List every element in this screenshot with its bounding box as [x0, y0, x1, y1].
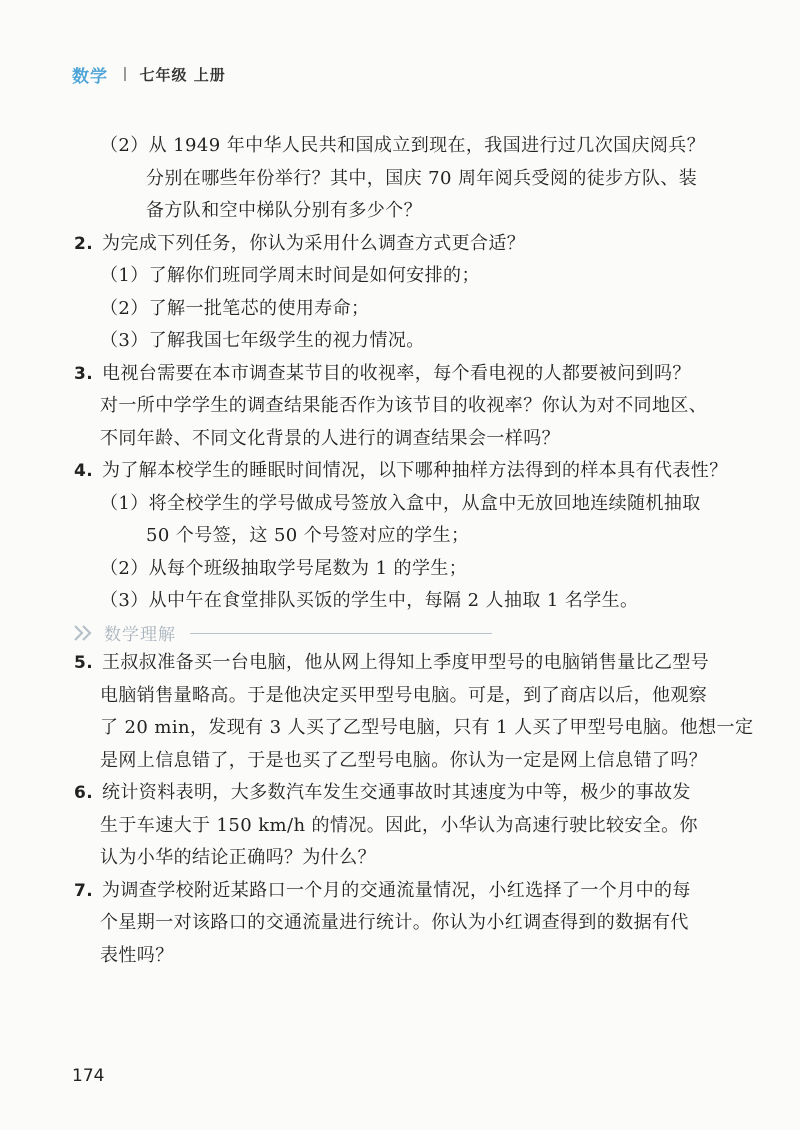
exercise-number: 5. [74, 653, 94, 673]
text-line [100, 520, 700, 553]
exercise-text: 是网上信息错了，于是也买了乙型号电脑。你认为一定是网上信息错了吗？ [100, 749, 708, 771]
text-line [100, 130, 706, 163]
exercise-text: 王叔叔准备买一台电脑，他从网上得知上季度甲型号的电脑销售量比乙型号 [102, 652, 710, 673]
exercise-text: 认为小华的结论正确吗？为什么？ [100, 847, 376, 868]
double-chevron-icon [72, 623, 98, 643]
exercise-text: 为调查学校附近某路口一个月的交通流量情况，小红选择了一个月中的每 [102, 879, 691, 901]
exercise-text: 了 20 min，发现有 3 人买了乙型号电脑，只有 1 人买了甲型号电脑。他想一定 [100, 717, 754, 738]
text-line [100, 423, 700, 456]
text-line [100, 940, 700, 973]
text-line [100, 842, 700, 875]
text-line [74, 358, 700, 391]
exercise-list-bottom [74, 647, 754, 972]
text-line [74, 455, 728, 488]
page-number: 174 [72, 1066, 105, 1086]
text-line [74, 228, 700, 261]
exercise-number: 4. [74, 461, 94, 481]
exercise-number: 3. [74, 363, 94, 384]
exercise-text: 为完成下列任务，你认为采用什么调查方式更合适？ [102, 232, 526, 254]
text-line [100, 745, 708, 778]
text-line [100, 325, 700, 358]
exercise-list-top [74, 130, 728, 618]
text-line [100, 553, 700, 586]
exercise-text: 为了解本校学生的睡眠时间情况，以下哪种抽样方法得到的样本具有代表性？ [102, 460, 728, 481]
exercise-text: 不同年龄、不同文化背景的人进行的调查结果会一样吗？ [100, 427, 560, 449]
exercise-text: （1）将全校学生的学号做成号签放入盒中，从盒中无放回地连续随机抽取 [100, 492, 701, 514]
text-line [100, 680, 708, 713]
header-divider [124, 67, 126, 81]
grade-label: 七年级 上册 [139, 65, 226, 84]
text-line [100, 712, 754, 745]
page-header [72, 60, 226, 88]
text-line [100, 260, 700, 293]
exercise-number: 2. [74, 233, 94, 254]
text-line [100, 585, 700, 618]
text-line [74, 875, 700, 908]
text-line [100, 907, 700, 940]
text-line [100, 293, 700, 326]
exercise-text: 分别在哪些年份举行？其中，国庆 70 周年阅兵受阅的徒步方队、装 [146, 167, 698, 189]
text-line [74, 647, 710, 680]
exercise-text: 电视台需要在本市调查某节目的收视率，每个看电视的人都要被问到吗？ [102, 362, 691, 384]
text-line [100, 390, 708, 423]
exercise-text: 表性吗？ [100, 944, 174, 966]
exercise-text: 电脑销售量略高。于是他决定买甲型号电脑。可是，到了商店以后，他观察 [100, 684, 708, 706]
subject-title: 数学 [72, 66, 108, 87]
exercise-text: （1）了解你们班同学周末时间是如何安排的； [100, 265, 480, 286]
text-line [100, 163, 700, 196]
exercise-text: （2）从每个班级抽取学号尾数为 1 的学生； [100, 557, 468, 579]
exercise-text: 个星期一对该路口的交通流量进行统计。你认为小红调查得到的数据有代 [100, 912, 689, 933]
exercise-text: 生于车速大于 150 km/h 的情况。因此，小华认为高速行驶比较安全。你 [100, 814, 698, 836]
exercise-text: （2）从 1949 年中华人民共和国成立到现在，我国进行过几次国庆阅兵？ [100, 135, 706, 156]
exercise-number: 7. [74, 880, 94, 901]
exercise-text: （2）了解一批笔芯的使用寿命； [100, 297, 370, 319]
text-line [100, 810, 700, 843]
section-title: 数学理解 [104, 625, 176, 645]
section-rule [190, 633, 492, 635]
exercise-text: 50 个号签，这 50 个号签对应的学生； [146, 525, 470, 546]
exercise-text: 对一所中学学生的调查结果能否作为该节目的收视率？你认为对不同地区、 [100, 395, 708, 416]
exercise-text: 备方队和空中梯队分别有多少个？ [146, 200, 422, 221]
exercise-number: 6. [74, 783, 94, 803]
text-line [100, 488, 700, 521]
section-heading [72, 620, 492, 645]
exercise-text: （3）了解我国七年级学生的视力情况。 [100, 330, 425, 351]
text-line [74, 777, 700, 810]
exercise-text: 统计资料表明，大多数汽车发生交通事故时其速度为中等，极少的事故发 [102, 782, 691, 803]
exercise-text: （3）从中午在食堂排队买饭的学生中，每隔 2 人抽取 1 名学生。 [100, 590, 639, 611]
text-line [100, 195, 700, 228]
